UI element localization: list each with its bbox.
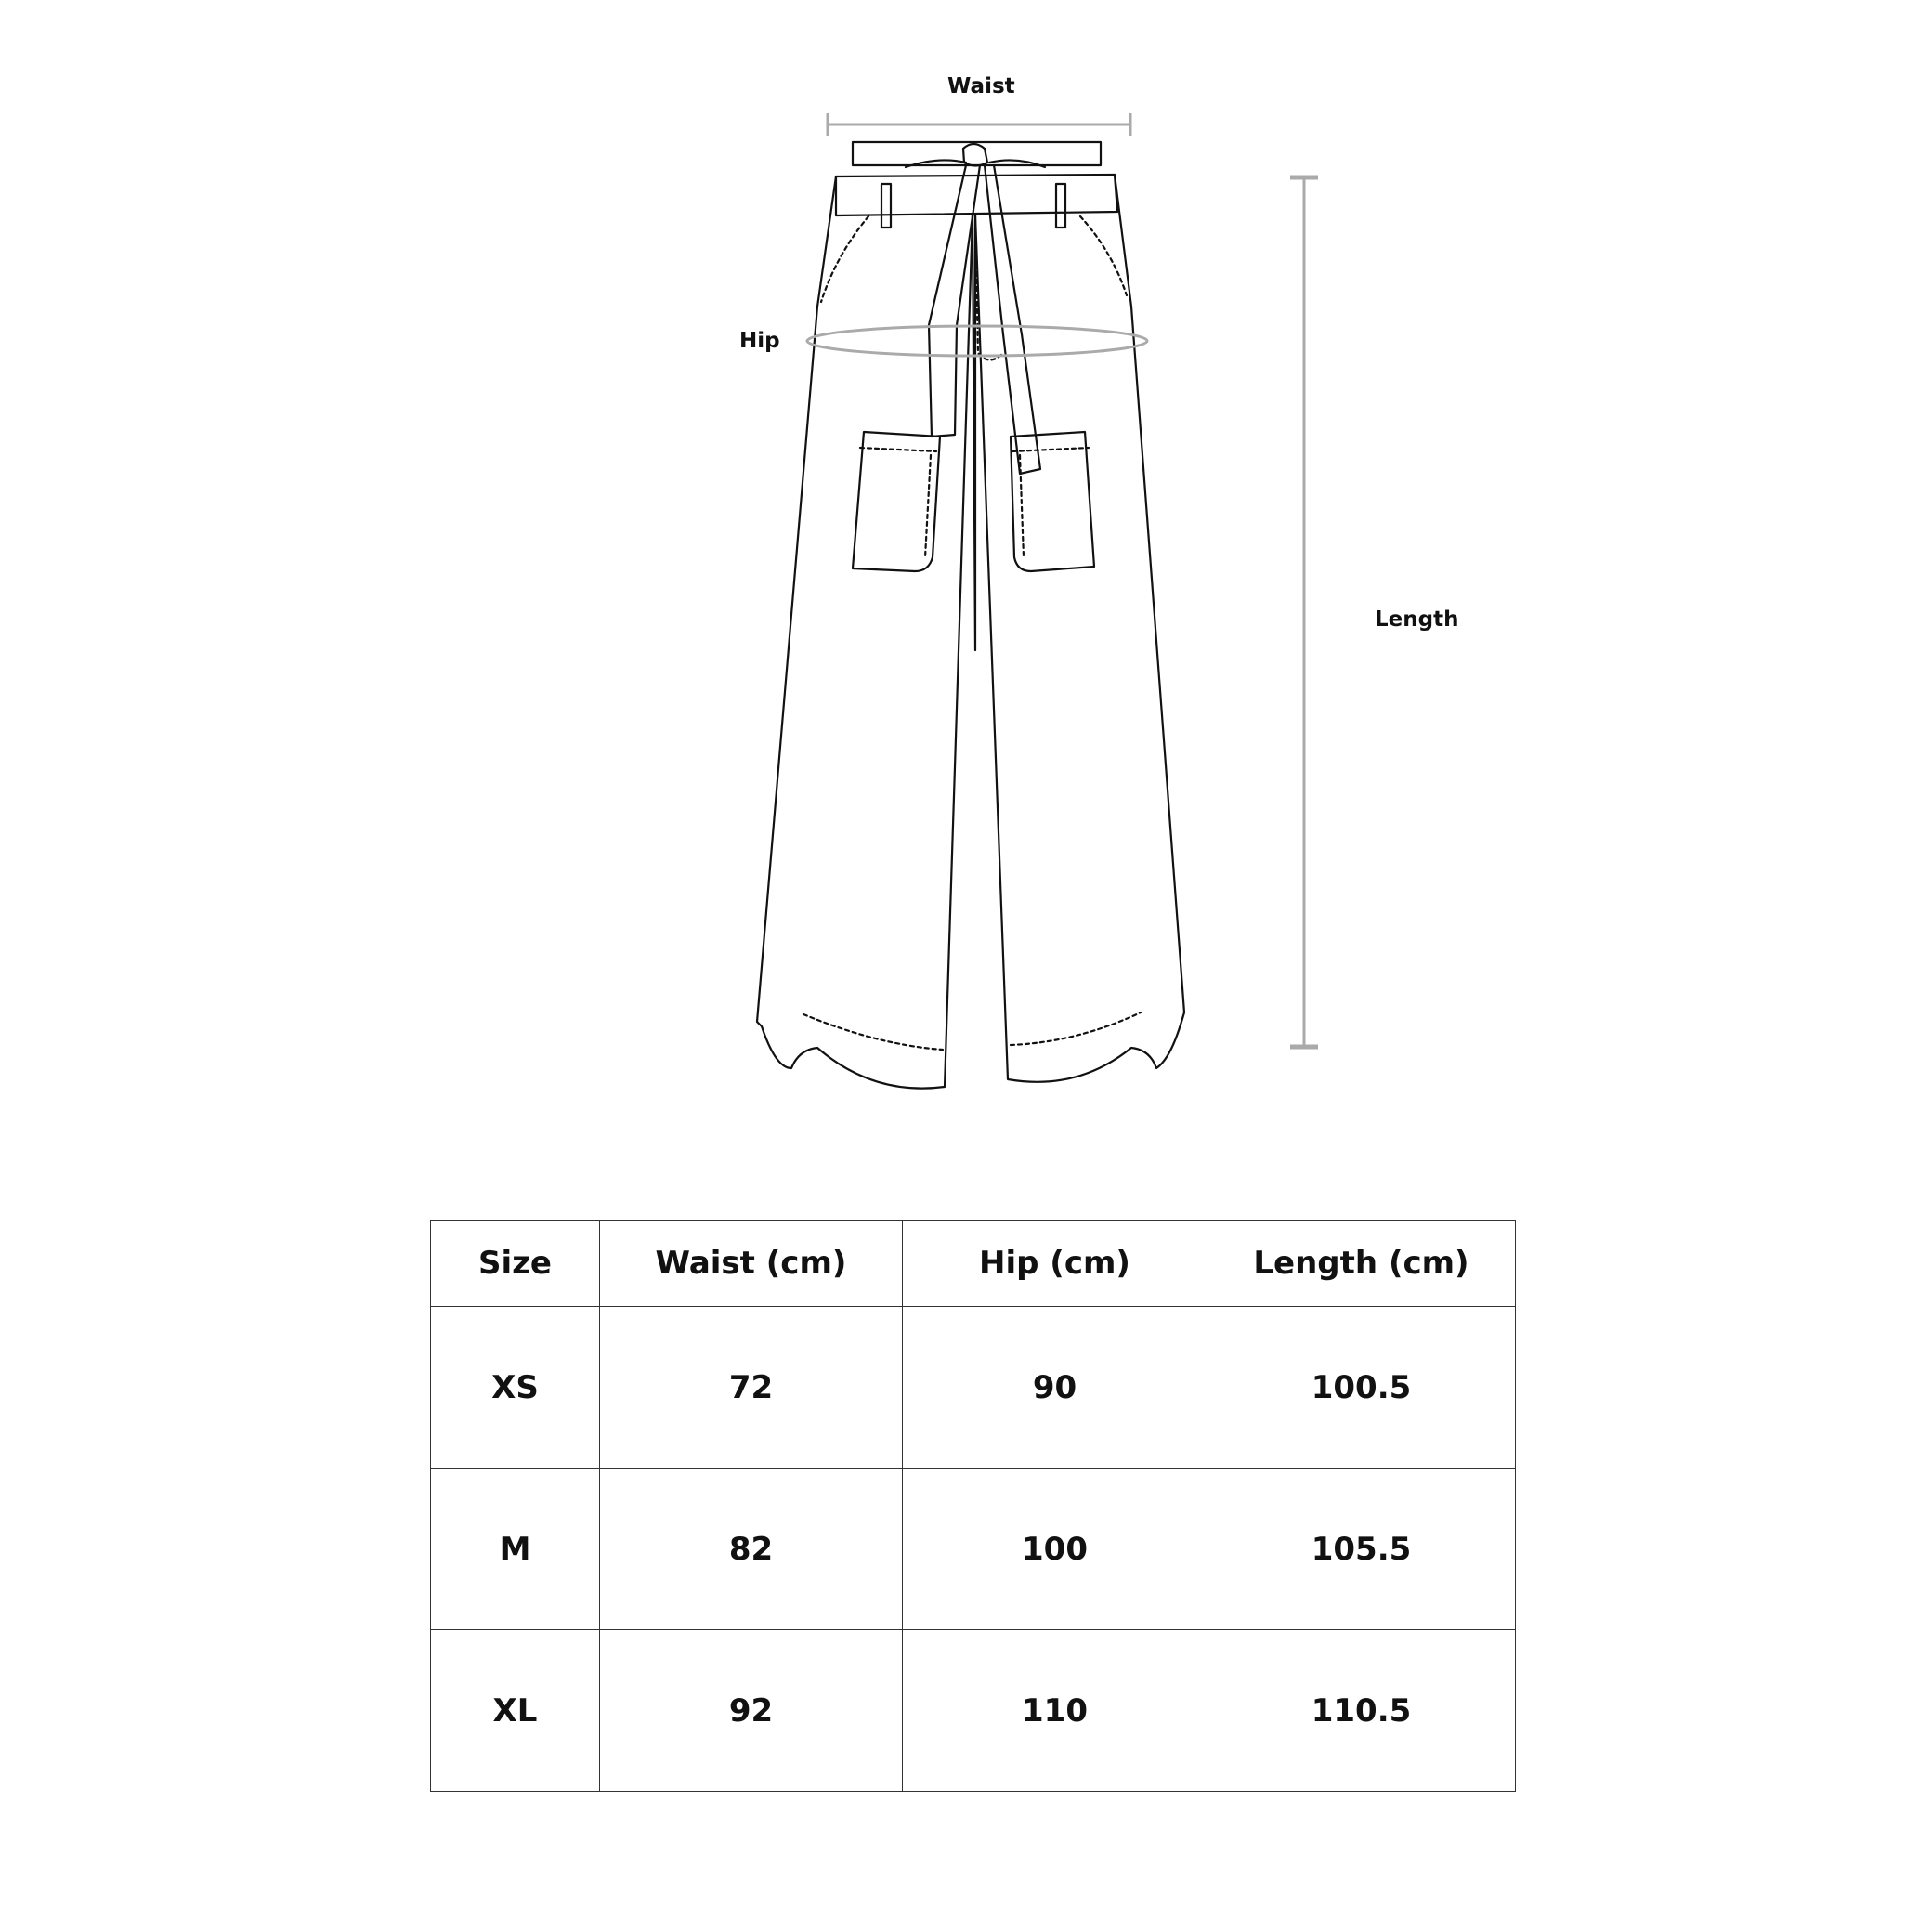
belt-loop-left <box>881 184 891 228</box>
tie-band <box>853 142 1101 165</box>
cell-size: XS <box>431 1307 600 1469</box>
cell-length: 110.5 <box>1208 1630 1516 1792</box>
right-leg <box>975 175 1184 1082</box>
left-leg <box>757 176 973 1089</box>
cell-hip: 100 <box>903 1469 1208 1630</box>
cell-waist: 92 <box>600 1630 903 1792</box>
length-measure-line <box>1290 177 1318 1047</box>
cell-hip: 110 <box>903 1630 1208 1792</box>
belt-loop-right <box>1056 184 1065 228</box>
waist-measure-line <box>828 113 1130 136</box>
left-patch-pocket <box>853 432 940 571</box>
table-row <box>431 1469 1516 1630</box>
cell-length: 105.5 <box>1208 1469 1516 1630</box>
cell-size: M <box>431 1469 600 1630</box>
size-chart-table <box>430 1220 1516 1792</box>
right-pocket-opening <box>1080 216 1127 295</box>
table-header-row <box>431 1221 1516 1307</box>
cell-waist: 72 <box>600 1307 903 1469</box>
tie-end-right <box>985 165 1040 474</box>
table-row <box>431 1307 1516 1469</box>
length-label: Length <box>1375 607 1459 632</box>
cell-waist: 82 <box>600 1469 903 1630</box>
left-patch-pocket-stitch <box>860 448 936 557</box>
waist-label: Waist <box>947 74 1015 98</box>
header-length: Length (cm) <box>1208 1221 1516 1307</box>
cell-size: XL <box>431 1630 600 1792</box>
hip-label: Hip <box>739 329 780 353</box>
right-patch-pocket <box>1011 432 1094 571</box>
fly-line <box>973 215 975 650</box>
right-hem-stitch <box>1011 1012 1141 1045</box>
header-hip: Hip (cm) <box>903 1221 1208 1307</box>
cell-hip: 90 <box>903 1307 1208 1469</box>
table-row <box>431 1630 1516 1792</box>
cell-length: 100.5 <box>1208 1307 1516 1469</box>
right-patch-pocket-stitch <box>1012 448 1089 557</box>
header-waist: Waist (cm) <box>600 1221 903 1307</box>
header-size: Size <box>431 1221 600 1307</box>
left-hem-stitch <box>803 1014 943 1050</box>
